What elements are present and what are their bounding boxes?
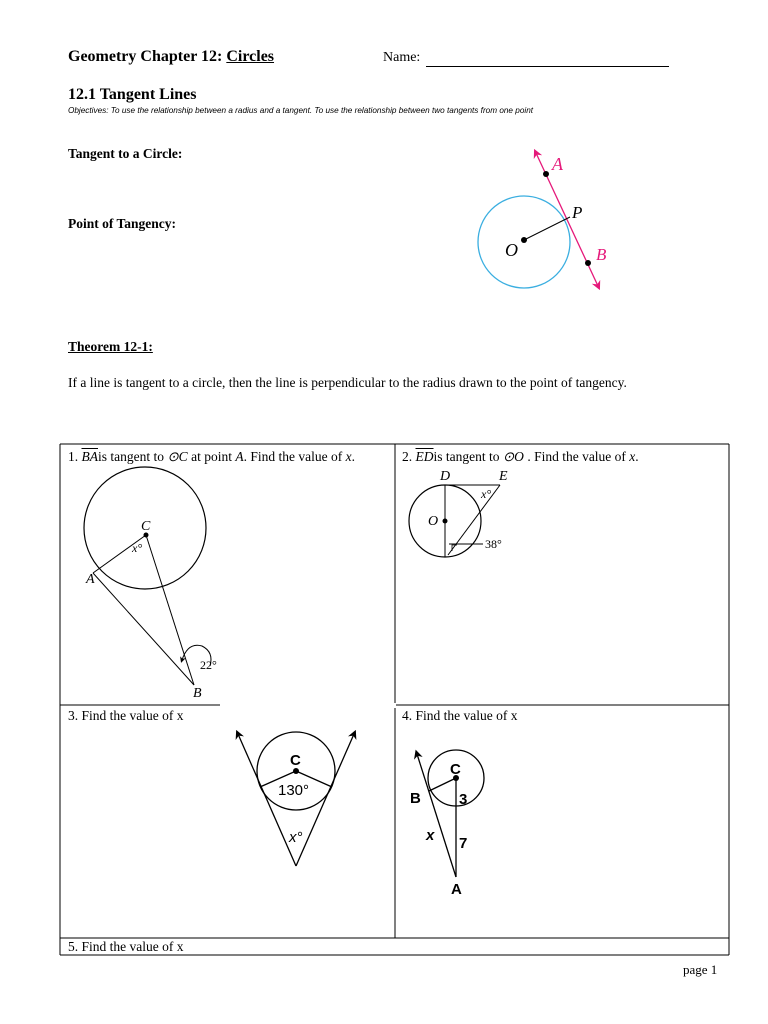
p4-label-a: A <box>451 881 462 898</box>
term-point-of-tangency: Point of Tangency: <box>68 216 177 231</box>
problem-1-figure <box>60 460 395 705</box>
problem-3-figure <box>225 720 375 875</box>
objectives-text: Objectives: To use the relationship between a radius and a tangent. To use the relationship between two tangents from one point <box>68 106 534 115</box>
p1-label-angle: 22° <box>200 658 217 672</box>
problem-2-text: 2. $\overline{ED}is$ tangent to ⊙O . Find the value of x. <box>402 449 639 464</box>
label-p: P <box>572 203 583 222</box>
p3-label-c: C <box>290 752 301 769</box>
title-prefix: Geometry Chapter 12: <box>68 48 227 65</box>
label-a: A <box>552 154 563 174</box>
p2-label-angle: 38° <box>485 537 502 551</box>
p2-label-e: E <box>499 469 508 484</box>
name-label: Name: <box>383 50 421 65</box>
p2-label-d: D <box>440 469 451 484</box>
p4-label-c: C <box>450 761 461 778</box>
title-topic: Circles <box>226 48 275 65</box>
problem-2-figure <box>395 460 595 570</box>
label-b: B <box>596 245 607 264</box>
page-number: page 1 <box>683 962 718 977</box>
problem-1-text: 1. $\overline{BA}is$ tangent to ⊙C at point A. Find the value of x. <box>68 449 355 464</box>
label-o: O <box>505 240 518 260</box>
p1-label-b: B <box>193 686 202 701</box>
p3-label-x: x° <box>289 829 303 846</box>
p1-label-a: A <box>86 572 95 587</box>
term-tangent: Tangent to a Circle: <box>68 146 183 161</box>
p1-overlap-mask <box>220 703 396 708</box>
p1-label-c: C <box>141 519 151 534</box>
section-title: 12.1 Tangent Lines <box>68 86 197 103</box>
p4-label-x: x <box>426 827 435 844</box>
p4-label-b: B <box>410 790 421 807</box>
p4-label-r: 3 <box>459 791 468 808</box>
problem-4-figure <box>395 720 525 905</box>
problem-4-text: 4. Find the value of x <box>402 708 518 723</box>
p4-label-seg: 7 <box>459 835 468 852</box>
problem-5-text: 5. Find the value of x <box>68 939 184 954</box>
p2-label-x: x° <box>481 487 492 501</box>
segment-ed: $\overline{ED}$ <box>415 449 434 464</box>
theorem-statement: If a line is tangent to a circle, then the line is perpendicular to the radius drawn to the point of tangency. <box>68 375 627 390</box>
p1-label-x: x° <box>132 541 143 555</box>
segment-ba: $\overline{BA}$ <box>81 449 98 464</box>
p2-label-o: O <box>428 514 439 529</box>
problem-3-text: 3. Find the value of x <box>68 708 184 723</box>
theorem-title: Theorem 12-1: <box>68 339 153 354</box>
p3-label-arc: 130° <box>278 782 310 799</box>
